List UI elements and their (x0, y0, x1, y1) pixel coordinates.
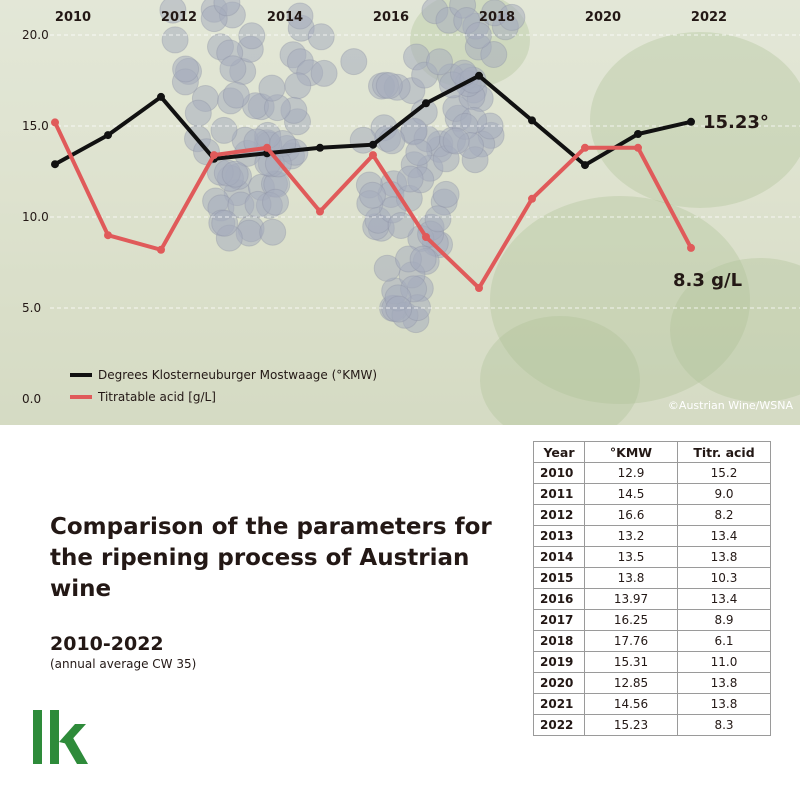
cell-acid: 13.8 (678, 673, 771, 694)
period-label: 2010-2022 (50, 633, 164, 655)
x-tick-label: 2016 (372, 10, 410, 25)
table-row (534, 505, 771, 526)
data-point-acid (316, 208, 324, 216)
legend-label-kmw: Degrees Klosterneuburger Mostwaage (°KMW) (98, 368, 378, 382)
logo-letter-k-stem (50, 710, 59, 764)
data-point-kmw (422, 99, 430, 107)
cell-acid: 10.3 (678, 568, 771, 589)
data-point-kmw (104, 131, 112, 139)
cell-kmw: 12.85 (585, 673, 678, 694)
cell-acid: 8.3 (678, 715, 771, 736)
cell-kmw: 15.31 (585, 652, 678, 673)
header-year: Year (534, 442, 585, 463)
cell-year: 2022 (534, 715, 585, 736)
cell-year: 2017 (534, 610, 585, 631)
x-tick-label: 2018 (478, 10, 516, 25)
data-point-acid (51, 118, 59, 126)
x-tick-label: 2020 (584, 10, 622, 25)
data-point-acid (104, 231, 112, 239)
data-point-acid (528, 195, 536, 203)
data-point-acid (475, 284, 483, 292)
photo-credit: ©Austrian Wine/WSNA (667, 399, 793, 412)
logo-letter-k-leg (63, 736, 88, 764)
y-tick-label: 5.0 (22, 301, 42, 315)
lk-logo (30, 708, 90, 768)
data-point-kmw (369, 141, 377, 149)
data-point-acid (422, 233, 430, 241)
table-row (534, 715, 771, 736)
cell-acid: 13.8 (678, 547, 771, 568)
cell-kmw: 13.2 (585, 526, 678, 547)
y-tick-label: 10.0 (22, 210, 49, 224)
cell-kmw: 15.23 (585, 715, 678, 736)
end-label-acid: 8.3 g/L (673, 269, 743, 291)
cell-kmw: 17.76 (585, 631, 678, 652)
cell-acid: 15.2 (678, 463, 771, 484)
data-point-kmw (51, 160, 59, 168)
cell-year: 2018 (534, 631, 585, 652)
y-tick-label: 20.0 (22, 28, 49, 42)
data-point-acid (157, 246, 165, 254)
cell-kmw: 13.5 (585, 547, 678, 568)
data-point-acid (263, 144, 271, 152)
cell-year: 2012 (534, 505, 585, 526)
table-row (534, 484, 771, 505)
cell-acid: 13.4 (678, 526, 771, 547)
table-body (534, 463, 771, 736)
cell-acid: 8.2 (678, 505, 771, 526)
x-tick-label: 2012 (160, 10, 198, 25)
data-point-acid (210, 151, 218, 159)
data-point-kmw (316, 144, 324, 152)
cell-year: 2020 (534, 673, 585, 694)
table-row (534, 652, 771, 673)
cell-acid: 13.4 (678, 589, 771, 610)
cell-kmw: 14.56 (585, 694, 678, 715)
cell-year: 2019 (534, 652, 585, 673)
header-kmw: °KMW (585, 442, 678, 463)
x-tick-label: 2022 (690, 10, 728, 25)
data-point-acid (369, 151, 377, 159)
data-point-kmw (581, 161, 589, 169)
cell-acid: 8.9 (678, 610, 771, 631)
title-block (50, 512, 520, 671)
cell-year: 2021 (534, 694, 585, 715)
table-row (534, 631, 771, 652)
cell-kmw: 14.5 (585, 484, 678, 505)
legend-label-acid: Titratable acid [g/L] (98, 390, 216, 404)
cell-kmw: 16.25 (585, 610, 678, 631)
cell-year: 2011 (534, 484, 585, 505)
cell-year: 2015 (534, 568, 585, 589)
data-point-acid (634, 144, 642, 152)
y-tick-label: 15.0 (22, 119, 49, 133)
data-point-kmw (634, 130, 642, 138)
header-acid: Titr. acid (678, 442, 771, 463)
table-row (534, 568, 771, 589)
cell-year: 2013 (534, 526, 585, 547)
table-row (534, 547, 771, 568)
cell-kmw: 13.8 (585, 568, 678, 589)
chart-title: Comparison of the parameters for the ripening process of Austrian wine (50, 514, 492, 602)
table-row (534, 673, 771, 694)
data-point-acid (687, 244, 695, 252)
end-label-kmw: 15.23° (703, 111, 769, 133)
cell-year: 2010 (534, 463, 585, 484)
data-point-kmw (475, 72, 483, 80)
cell-kmw: 16.6 (585, 505, 678, 526)
cell-year: 2016 (534, 589, 585, 610)
cell-year: 2014 (534, 547, 585, 568)
period-note: (annual average CW 35) (50, 657, 197, 671)
cell-acid: 11.0 (678, 652, 771, 673)
cell-kmw: 13.97 (585, 589, 678, 610)
logo-letter-l (33, 710, 42, 764)
x-tick-label: 2010 (54, 10, 92, 25)
data-point-kmw (528, 116, 536, 124)
data-point-kmw (157, 93, 165, 101)
table-header-row (534, 442, 771, 463)
data-table (533, 441, 771, 736)
y-tick-label: 0.0 (22, 392, 42, 406)
table-row (534, 610, 771, 631)
table-row (534, 589, 771, 610)
table-row (534, 463, 771, 484)
cell-acid: 6.1 (678, 631, 771, 652)
table-row (534, 526, 771, 547)
cell-acid: 13.8 (678, 694, 771, 715)
table-row (534, 694, 771, 715)
cell-kmw: 12.9 (585, 463, 678, 484)
data-point-acid (581, 144, 589, 152)
data-point-kmw (687, 118, 695, 126)
cell-acid: 9.0 (678, 484, 771, 505)
x-tick-label: 2014 (266, 10, 304, 25)
